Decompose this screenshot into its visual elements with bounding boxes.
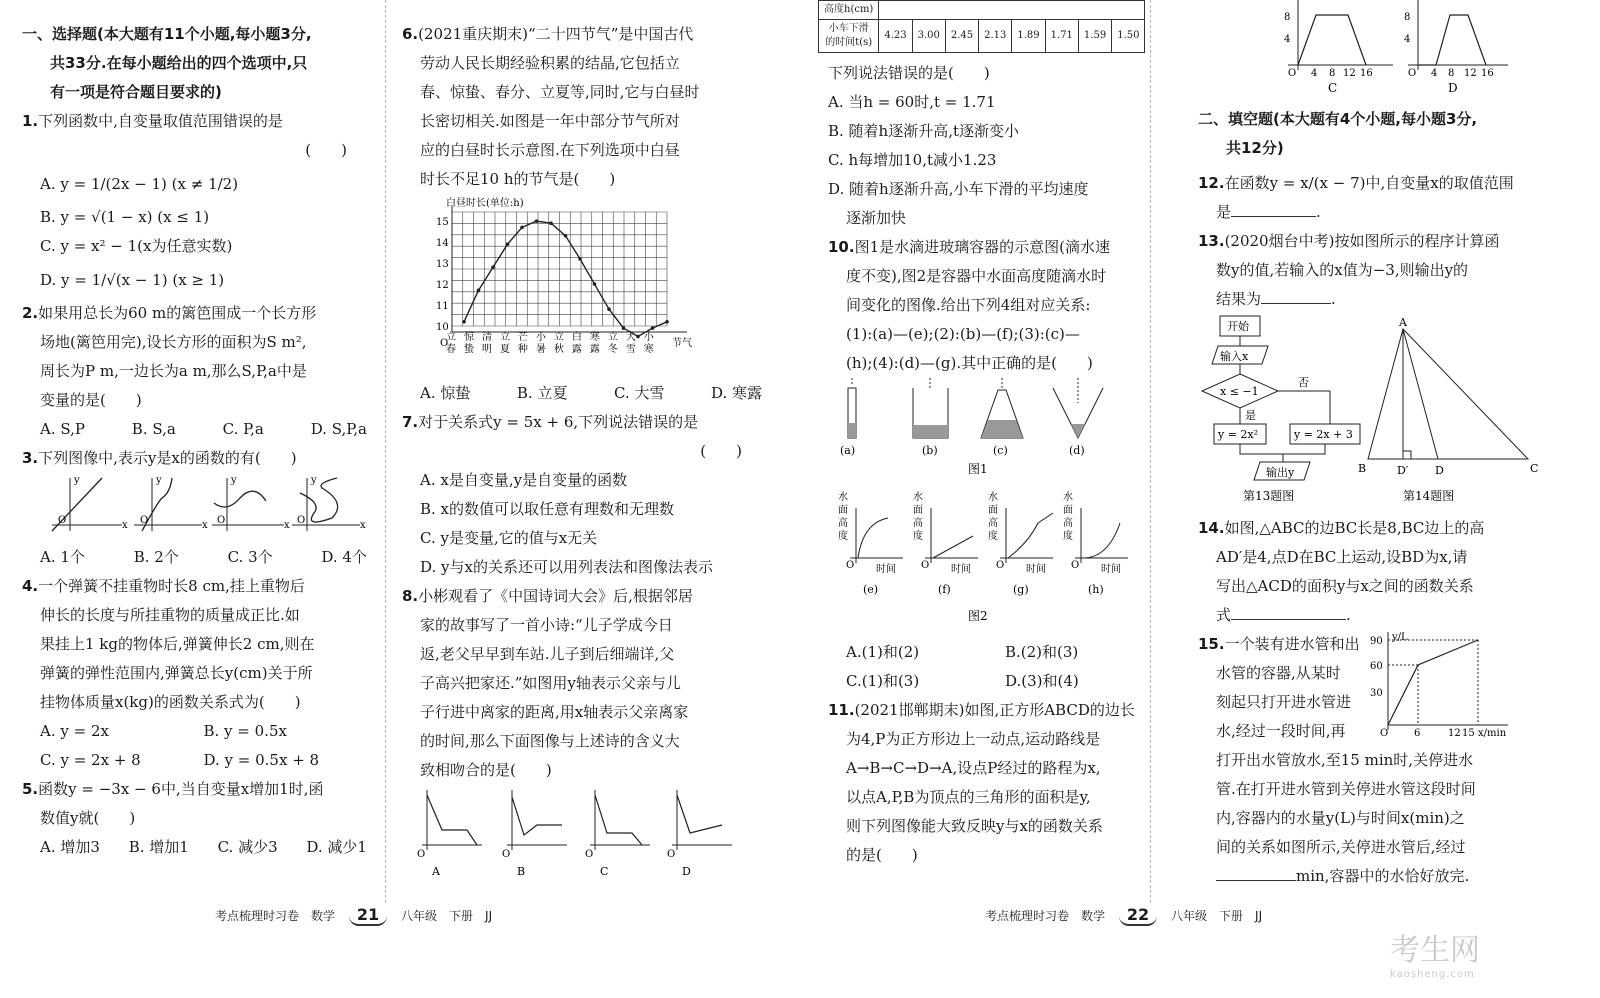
svg-text:O: O [217,515,226,526]
svg-text:C: C [1328,81,1338,95]
footer-left: 考点梳理时习卷 数学 21 八年级 下册 JJ [215,905,493,924]
x-tick-label: 夏 [499,344,510,355]
y-axis-label: 面 [913,505,923,516]
data-point [636,335,640,339]
svg-text:8: 8 [1329,68,1336,79]
svg-text:6: 6 [1414,728,1421,739]
svg-text:(c): (c) [993,444,1008,457]
y-tick-label: 15 [436,217,449,229]
x-tick-label: 立 [607,332,618,343]
answer-paren: ( ) [700,442,742,460]
question-text: 劳动人民长期经验积累的结晶,它包括立 [420,54,680,72]
q13-q14-figures [1198,314,1548,504]
svg-text:O: O [140,515,149,526]
graph-label: (g) [1013,583,1029,596]
origin-label: O [1071,560,1080,571]
page-number: 22 [1119,905,1157,926]
option-b: B. y = √(1 − x) (x ≤ 1) [40,208,210,226]
options: A. y = 2x B. y = 0.5x [40,722,287,740]
option-a: A. y = 1/(2x − 1) (x ≠ 1/2) [40,175,239,193]
graph-d [1404,0,1508,95]
section-title: 二、填空题(本大题有4个小题,每小题3分, [1198,110,1478,128]
origin-label: O [440,338,449,349]
svg-text:否: 否 [1298,376,1309,389]
data-point [622,326,626,330]
svg-text:O: O [58,515,67,526]
question-text: 刻起只打开进水管进 [1216,693,1352,711]
x-tick-label: 小 [643,332,654,343]
x-tick-label: 立 [446,332,456,343]
option-d: D. y与x的关系还可以用列表法和图像法表示 [420,558,713,576]
svg-text:A: A [1399,316,1407,329]
svg-text:y = 2x²: y = 2x² [1218,428,1259,441]
section-title: 一、选择题(本大题有11个小题,每小题3分, [22,25,312,43]
y-axis-label: 度 [1063,531,1073,542]
question-text: 间变化的图像.给出下列4组对应关系: [846,296,1091,314]
svg-text:输出y: 输出y [1266,466,1295,479]
question-text: 水管的容器,从某时 [1216,664,1341,682]
x-tick-label: 露 [589,344,600,355]
question-text: 致相吻合的是( ) [420,761,552,779]
svg-text:O: O [502,849,511,860]
svg-text:O: O [667,849,676,860]
option-c: C. y是变量,它的值与x无关 [420,529,598,547]
svg-text:12: 12 [1343,68,1356,79]
y-tick-label: 13 [436,259,449,271]
data-point [593,282,597,286]
question-text: 则下列图像能大致反映y与x的函数关系 [846,817,1103,835]
x-tick-label: 芒 [517,332,528,343]
x-tick-label: 秋 [553,344,564,355]
graph-a [417,790,482,878]
svg-text:15: 15 [1462,728,1475,739]
svg-text:开始: 开始 [1227,320,1249,333]
svg-text:O: O [1380,728,1389,739]
x-tick-label: 露 [571,344,582,355]
y-axis-label: 高 [913,518,923,529]
svg-text:30: 30 [1370,688,1383,699]
svg-text:(b): (b) [922,444,938,457]
svg-text:D: D [682,865,691,878]
question-text: 数值y就( ) [40,809,136,827]
data-point [535,219,539,223]
question-text: 场地(篱笆用完),设长方形的面积为S m², [40,333,307,351]
column-3 [824,0,1164,870]
option-d-cont: 逐渐加快 [846,209,907,227]
x-tick-label: 小 [535,332,546,343]
graph-4 [292,475,366,531]
question-2: 2.如果用总长为60 m的篱笆围成一个长方形 [22,304,317,322]
svg-text:60: 60 [1370,661,1383,672]
question-text: 数y的值,若输入的x值为−3,则输出y的 [1216,261,1469,279]
x-axis-label: 时间 [876,564,896,575]
question-9: 下列说法错误的是( ) [828,64,990,82]
container-c [981,378,1023,457]
question-5: 5.函数y = −3x − 6中,当自变量x增加1时,函 [22,780,324,798]
svg-text:D: D [1448,81,1458,95]
q3-graphs [22,473,366,533]
page-number: 21 [349,905,387,926]
svg-text:4: 4 [1284,34,1291,45]
data-point [520,226,524,230]
data-point [491,265,495,269]
q8-graphs [402,785,742,880]
y-axis-label: 面 [1063,505,1073,516]
question-15-block [1198,630,1548,891]
column-divider [385,0,386,903]
x-tick-label: 春 [446,344,456,355]
data-point [549,221,553,225]
svg-text:12: 12 [1464,68,1477,79]
svg-text:8: 8 [1404,12,1411,23]
triangle-figure [1358,316,1538,503]
question-text: 式 . [1216,606,1351,624]
question-3: 3.下列图像中,表示y是x的函数的有( ) [22,449,297,467]
fig1-caption: 图1 [968,462,988,476]
svg-text:x: x [360,520,366,531]
question-text: 伸长的长度与所挂重物的质量成正比.如 [40,606,300,624]
column-1 [22,20,367,862]
svg-text:y: y [231,475,237,486]
question-text: 挂物体质量x(kg)的函数关系式为( ) [40,693,301,711]
x-tick-label: 寒 [643,344,654,355]
origin-label: O [996,560,1005,571]
section-title: 有一项是符合题目要求的) [50,83,222,101]
section-title: 共33分.在每小题给出的四个选项中,只 [50,54,308,72]
svg-text:第13题图: 第13题图 [1243,489,1295,503]
svg-text:D: D [1435,464,1444,477]
options: A. 增加3 B. 增加1 C. 减少3 D. 减少1 [40,838,367,856]
height-curve [1083,523,1120,558]
question-text: 子高兴把家还.”如图用y轴表示父亲与儿 [420,674,681,692]
x-tick-label: 清 [481,332,492,343]
question-text: 子行进中离家的距离,用x轴表示父亲离家 [420,703,689,721]
option-c: C. y = x² − 1(x为任意实数) [40,237,233,255]
question-text: 为4,P为正方形边上一动点,运动路线是 [846,730,1101,748]
question-text: min,容器中的水恰好放完. [1198,862,1548,891]
data-point [607,307,611,311]
graph-3 [212,475,290,531]
fig2-caption: 图2 [968,609,988,623]
option-a: A. 当h = 60时,t = 1.71 [828,93,996,111]
options: C. y = 2x + 8 D. y = 0.5x + 8 [40,751,320,769]
height-curve [858,518,888,558]
question-text: 是 . [1216,203,1321,221]
svg-text:是: 是 [1245,409,1256,422]
container-b [913,378,948,457]
option-d: D. 随着h逐渐升高,小车下滑的平均速度 [828,180,1089,198]
y-axis-label: 水 [913,492,923,503]
question-4: 4.一个弹簧不挂重物时长8 cm,挂上重物后 [22,577,305,595]
q9-table: 高度h(cm) 小车下滑 的时间t(s) 4.23 3.00 2.45 2.13 1.89 1.71 1.59 1.50 [818,0,1145,53]
question-text: 水,经过一段时间,再 [1216,722,1346,740]
x-axis-label: 节气 [672,338,692,349]
svg-text:x: x [284,520,290,531]
svg-text:90: 90 [1370,636,1383,647]
svg-text:O: O [1288,68,1297,79]
graph-b [502,790,567,878]
origin-label: O [921,560,930,571]
graph-c [585,790,650,878]
question-text: 时长不足10 h的节气是( ) [420,170,616,188]
chart-title: 白昼时长(单位:h) [446,198,524,209]
question-10: 10.图1是水滴进玻璃容器的示意图(滴水速 [828,238,1110,256]
data-point [665,320,669,324]
data-point [506,242,510,246]
svg-text:x/min: x/min [1478,728,1507,739]
x-axis-label: 时间 [951,564,971,575]
question-text: 度不变),图2是容器中水面高度随滴水时 [846,267,1107,285]
options: A. 1个 B. 2个 C. 3个 D. 4个 [40,548,367,566]
flowchart [1202,316,1360,503]
x-tick-label: 惊 [463,332,474,343]
y-axis-label: 度 [838,531,848,542]
svg-text:y: y [156,475,162,486]
question-15: 15.一个装有进水管和出 [1198,635,1360,653]
svg-text:第14题图: 第14题图 [1403,489,1455,503]
column-4 [1198,0,1548,891]
graph-d [667,790,732,878]
svg-text:x: x [122,520,128,531]
question-text: (1):(a)—(e);(2):(b)—(f);(3):(c)— [846,325,1080,343]
y-axis-label: 面 [838,505,848,516]
q10-fig1 [828,378,1148,478]
option-c: C. h每增加10,t减小1.23 [828,151,997,169]
data-point [462,320,466,324]
x-tick-label: 大 [625,332,636,343]
height-curve [1008,513,1053,558]
y-axis-label: 度 [913,531,923,542]
data-point [651,326,655,330]
svg-text:4: 4 [1311,68,1318,79]
q10-fig2 [828,488,1148,628]
x-tick-label: 白 [571,332,582,343]
question-text: 弹簧的弹性范围内,弹簧总长y(cm)关于所 [40,664,313,682]
svg-text:O: O [297,515,306,526]
data-point [564,234,568,238]
svg-text:B: B [1358,462,1367,475]
options: C.(1)和(3) D.(3)和(4) [846,672,1079,690]
question-7: 7.对于关系式y = 5x + 6,下列说法错误的是 [402,413,699,431]
question-text: 返,老父早早到车站.儿子到后细端详,父 [420,645,675,663]
y-axis-label: 水 [838,492,848,503]
svg-text:8: 8 [1284,12,1291,23]
question-text: 写出△ACD的面积y与x之间的函数关系 [1216,577,1474,595]
graph-1 [52,475,128,531]
x-tick-label: 雪 [625,344,636,355]
graph-2 [134,475,208,531]
answer-paren: ( ) [305,141,347,159]
svg-text:12: 12 [1448,728,1461,739]
option-a: A. x是自变量,y是自变量的函数 [420,471,628,489]
graph-c [1284,0,1393,95]
container-a [840,378,856,457]
question-8: 8.小彬观看了《中国诗词大会》后,根据邻居 [402,587,693,605]
svg-text:输入x: 输入x [1220,350,1249,363]
svg-text:(d): (d) [1069,444,1085,457]
svg-text:y: y [74,475,80,486]
svg-text:16: 16 [1481,68,1494,79]
question-text: A→B→C→D→A,设点P经过的路程为x, [846,759,1101,777]
svg-text:B: B [517,865,526,878]
svg-text:x ≤ −1: x ≤ −1 [1220,385,1259,398]
question-6: 6.(2021重庆期末)“二十四节气”是中国古代 [402,25,694,43]
question-text: 果挂上1 kg的物体后,弹簧伸长2 cm,则在 [40,635,315,653]
svg-text:4: 4 [1431,68,1438,79]
y-axis-label: 高 [838,518,848,529]
options: A.(1)和(2) B.(2)和(3) [846,643,1079,661]
container-d [1053,378,1103,457]
svg-text:C: C [600,865,609,878]
option-d: D. y = 1/√(x − 1) (x ≥ 1) [40,271,225,289]
question-text: 打开出水管放水,至15 min时,关停进水 [1216,751,1474,769]
svg-text:O: O [585,849,594,860]
column-2 [402,20,762,890]
section-title: 共12分) [1226,139,1284,157]
x-tick-label: 种 [517,344,528,355]
question-12: 12.在函数y = x/(x − 7)中,自变量x的取值范围 [1198,174,1514,192]
y-tick-label: 10 [436,322,449,333]
data-point [477,289,481,293]
question-text: 结果为 . [1216,290,1336,308]
data-point [578,257,582,261]
svg-text:4: 4 [1404,34,1411,45]
svg-text:8: 8 [1448,68,1455,79]
question-text: (h);(4):(d)—(g).其中正确的是( ) [846,354,1093,372]
x-tick-label: 蛰 [463,344,474,355]
y-tick-label: 11 [436,301,449,313]
y-tick-label: 14 [436,238,449,250]
options: A. S,P B. S,a C. P,a D. S,P,a [40,420,367,438]
svg-text:A: A [432,865,440,878]
x-axis-label: 时间 [1026,564,1046,575]
question-14: 14.如图,△ABC的边BC长是8,BC边上的高 [1198,519,1485,537]
svg-text:y: y [311,475,317,486]
svg-text:C: C [1530,462,1539,475]
svg-text:O: O [1408,68,1417,79]
question-text: 间的关系如图所示,关停进水管后,经过 [1216,838,1466,856]
daylight-chart [402,194,702,369]
question-text: 管.在打开进水管到关停进水管这段时间 [1216,780,1476,798]
x-tick-label: 立 [499,332,510,343]
y-axis-label: 度 [988,531,998,542]
origin-label: O [846,560,855,571]
graph-label: (f) [938,583,951,596]
question-text: 变量的是( ) [40,391,142,409]
question-text: 应的白昼时长示意图.在下列选项中白昼 [420,141,680,159]
series-line [464,221,667,336]
y-axis-label: 水 [988,492,998,503]
svg-text:y = 2x + 3: y = 2x + 3 [1294,428,1353,441]
question-13: 13.(2020烟台中考)按如图所示的程序计算函 [1198,232,1500,250]
x-tick-label: 暑 [535,344,546,355]
x-tick-label: 寒 [589,332,600,343]
svg-text:O: O [417,849,426,860]
question-text: 周长为P m,一边长为a m,那么S,P,a中是 [40,362,307,380]
height-curve [933,536,973,558]
option-b: B. x的数值可以取任意有理数和无理数 [420,500,675,518]
svg-text:16: 16 [1360,68,1373,79]
question-text: 的是( ) [846,846,918,864]
x-tick-label: 立 [553,332,564,343]
option-b: B. 随着h逐渐升高,t逐渐变小 [828,122,1020,140]
y-axis-label: 高 [988,518,998,529]
x-axis-label: 时间 [1101,564,1121,575]
svg-text:D′: D′ [1397,464,1409,477]
graph-label: (e) [863,583,879,596]
q15-graph [1368,630,1518,740]
question-text: 内,容器内的水量y(L)与时间x(min)之 [1216,809,1465,827]
x-tick-label: 明 [481,344,492,355]
y-tick-label: 12 [436,280,449,292]
question-text: 的时间,那么下面图像与上述诗的含义大 [420,732,680,750]
x-tick-label: 冬 [607,344,618,355]
question-text: 长密切相关.如图是一年中部分节气所对 [420,112,680,130]
footer-right: 考点梳理时习卷 数学 22 八年级 下册 JJ [985,905,1263,924]
q11-graphs [1198,0,1538,95]
question-11: 11.(2021邯郸期末)如图,正方形ABCD的边长 [828,701,1135,719]
y-axis-label: 水 [1063,492,1073,503]
question-text: AD′是4,点D在BC上运动,设BD为x,请 [1216,548,1468,566]
options: A. 惊蛰 B. 立夏 C. 大雪 D. 寒露 [420,384,762,402]
svg-text:(a): (a) [840,444,856,457]
watermark-logo: 考生网 kaosheng.com [1390,933,1480,980]
svg-text:x: x [202,520,208,531]
graph-label: (h) [1088,583,1104,596]
question-text: 以点A,P,B为顶点的三角形的面积是y, [846,788,1091,806]
question-1: 1.下列函数中,自变量取值范围错误的是 [22,112,283,130]
question-text: 春、惊蛰、春分、立夏等,同时,它与白昼时 [420,83,700,101]
y-axis-label: 高 [1063,518,1073,529]
question-text: 家的故事写了一首小诗:“儿子学成今日 [420,616,673,634]
y-axis-label: 面 [988,505,998,516]
svg-text:y/L: y/L [1392,632,1408,643]
